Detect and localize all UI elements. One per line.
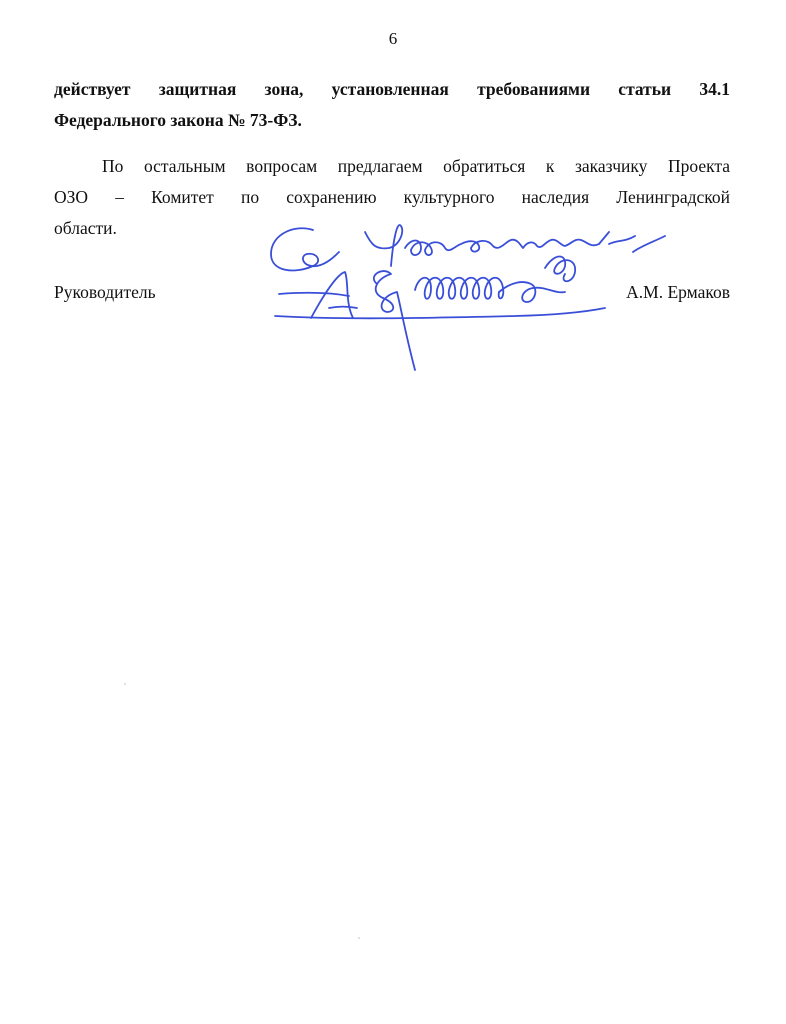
body-paragraph-line-3: области. — [54, 218, 117, 238]
body-paragraph-line-1: По остальным вопросам предлагаем обратиться к заказчику Проекта — [102, 156, 730, 176]
body-paragraph-line-2: ОЗО – Комитет по сохранению культурного наследия Ленинградской — [54, 187, 730, 207]
page-number: 6 — [388, 29, 398, 48]
bold-paragraph-line-1: действует защитная зона, установленная требованиями статьи 34.1 — [54, 79, 730, 99]
signatory-role: Руководитель — [54, 282, 156, 302]
bold-paragraph — [54, 74, 730, 136]
scan-speck — [124, 683, 126, 685]
handwritten-signature — [265, 222, 685, 372]
signatory-name: А.М. Ермаков — [626, 282, 730, 302]
bold-paragraph-line-2: Федерального закона № 73-ФЗ. — [54, 110, 302, 130]
scan-speck — [358, 937, 360, 939]
